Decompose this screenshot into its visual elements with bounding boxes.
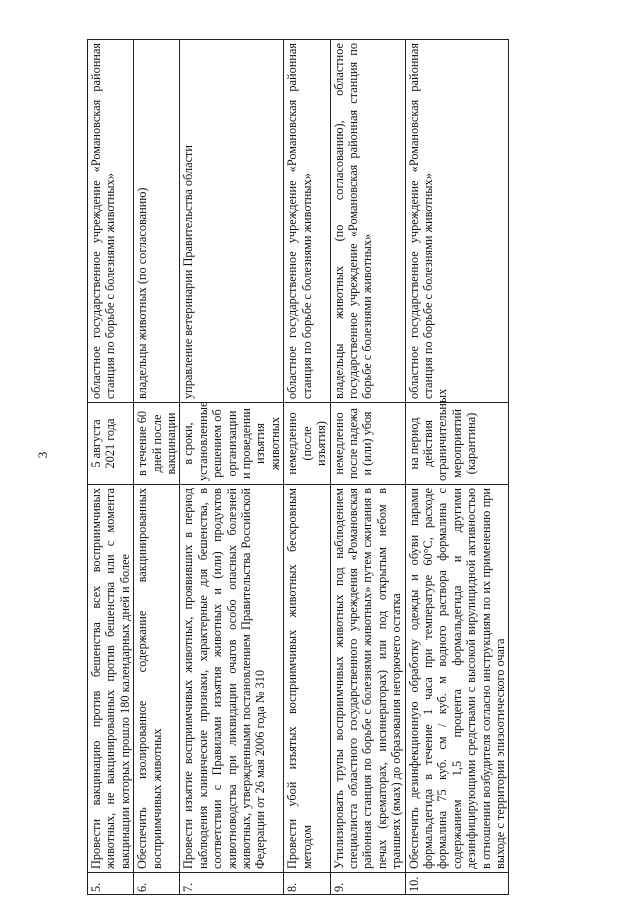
measures-table — [87, 39, 509, 895]
row-responsible: областное государственное учреждение «Романовская районная станция по борьбе с болезнями животных» — [405, 40, 509, 403]
row-action: Провести вакцинацию против бешенства всех восприимчивых животных, не вакцинированных против бешенства или с момента вакцинации которых прошло 180 календарных дней и более — [88, 485, 134, 873]
table-row — [134, 40, 180, 895]
row-term: на период действия ограничительных мероприятий (карантина) — [405, 403, 509, 485]
row-responsible: владельцы животных (по согласованию), областное государственное учреждение «Романовская районная станция по борьбе с болезнями животных» — [330, 40, 405, 403]
row-number: 6. — [134, 873, 180, 895]
row-term: в течение 60 дней после вакцинации — [134, 403, 180, 485]
row-action: Утилизировать трупы восприимчивых животных под наблюдением специалиста областного государственного учреждения «Романовская районная станция по борьбе с болезнями животных» путем сжигания в печах (крематорах, инсинераторах) или под открытым небом в траншеях (ямах) до образования негорючего остатка — [330, 485, 405, 873]
table-row — [88, 40, 134, 895]
row-responsible: управление ветеринарии Правительства области — [180, 40, 284, 403]
table-row — [330, 40, 405, 895]
row-action: Провести изъятие восприимчивых животных, проявивших в период наблюдения клинические признаки, характерные для бешенства, в соответствии с Правилами изъятия животных и (или) продуктов животноводства при ликвидации очагов особо опасных болезней животных, утвержденными постановлением Правительства Российской Федерации от 26 мая 2006 года № 310 — [180, 485, 284, 873]
row-term: немедленно после падежа и (или) убоя — [330, 403, 405, 485]
row-action: Обеспечить изолированное содержание вакцинированных восприимчивых животных — [134, 485, 180, 873]
row-action: Обеспечить дезинфекционную обработку одежды и обуви парами формальдегида в течение 1 часа при температуре 60°С, расходе формалина 75 куб. см / куб. м водного раствора формалина с содержанием 1,5 процента формальдегида и другими дезинфицирующими средствами с высокой вирулицидной активностью в отношении возбудителя согласно инструкциям по их применению при выходе с территории эпизоотического очага — [405, 485, 509, 873]
table-row — [284, 40, 330, 895]
rotated-table-container — [87, 40, 597, 895]
row-responsible: областное государственное учреждение «Романовская районная станция по борьбе с болезнями животных» — [88, 40, 134, 403]
row-number: 5. — [88, 873, 134, 895]
row-number: 10. — [405, 873, 509, 895]
row-term: в сроки, установленные решением об организации и проведении изъятия животных — [180, 403, 284, 485]
page-number: 3 — [35, 451, 50, 459]
table-row — [180, 40, 284, 895]
row-action: Провести убой изъятых восприимчивых животных бескровным методом — [284, 485, 330, 873]
table-row — [405, 40, 509, 895]
row-number: 8. — [284, 873, 330, 895]
row-term: 5 августа 2021 года — [88, 403, 134, 485]
row-responsible: владельцы животных (по согласованию) — [134, 40, 180, 403]
table-body — [88, 40, 509, 895]
row-number: 7. — [180, 873, 284, 895]
row-term: немедленно (после изъятия) — [284, 403, 330, 485]
row-responsible: областное государственное учреждение «Романовская районная станция по борьбе с болезнями животных» — [284, 40, 330, 403]
row-number: 9. — [330, 873, 405, 895]
